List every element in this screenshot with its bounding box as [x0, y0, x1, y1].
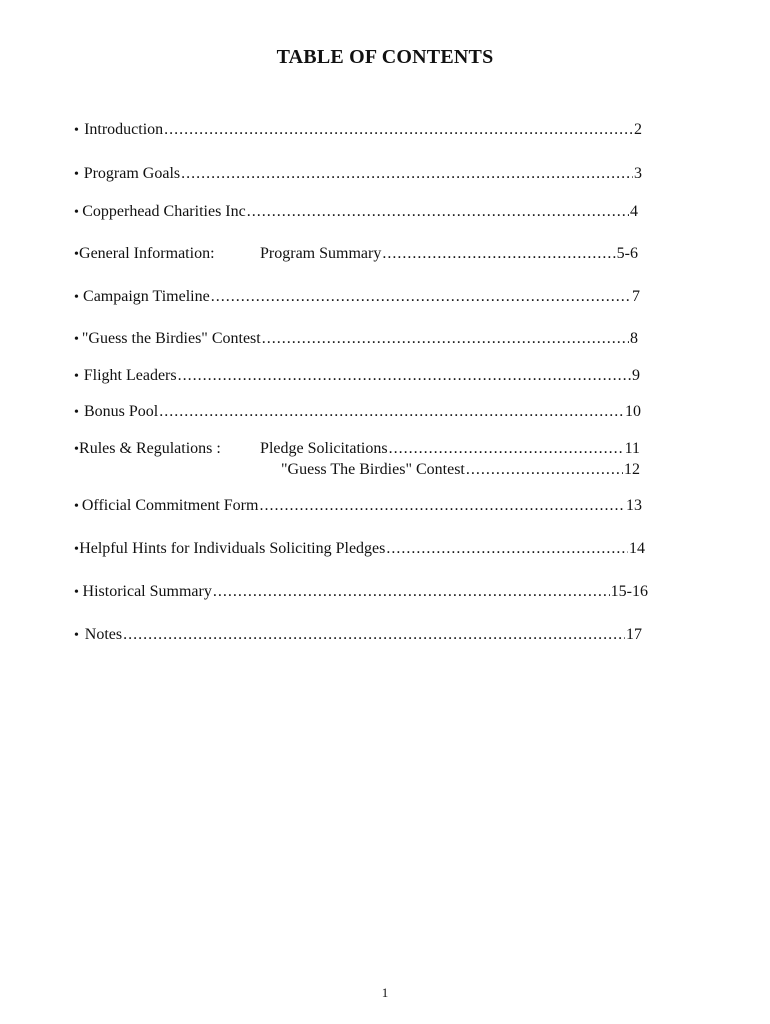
bullet-icon: • [74, 628, 79, 643]
toc-subentry-guess-the-birdies-rules [281, 461, 640, 485]
footer-page-number: 1 [381, 985, 389, 1000]
toc-entry-notes [74, 626, 642, 650]
bullet-icon: • [74, 499, 79, 514]
toc-page-number: 2 [634, 121, 642, 138]
toc-page-number: 10 [625, 403, 641, 420]
dot-leader [386, 540, 628, 558]
toc-label: Flight Leaders [83, 367, 177, 384]
toc-entry-program-goals [74, 165, 642, 189]
page-title: TABLE OF CONTENTS [276, 46, 494, 68]
toc-entry-helpful-hints [74, 540, 645, 564]
dot-leader [159, 403, 624, 421]
dot-leader [181, 165, 633, 183]
dot-leader [211, 288, 631, 306]
toc-label: Introduction [84, 121, 164, 138]
toc-sub-label: Program Summary [260, 245, 382, 262]
dot-leader [213, 583, 610, 601]
toc-page-number: 4 [630, 203, 638, 220]
toc-page-number: 14 [629, 540, 645, 557]
dot-leader [164, 121, 633, 139]
toc-page-number: 13 [626, 497, 642, 514]
dot-leader [247, 203, 629, 221]
toc-page-number: 15-16 [610, 583, 648, 600]
toc-page-number: 11 [624, 440, 640, 457]
toc-page-number: 8 [630, 330, 638, 347]
toc-entry-copperhead-charities [74, 203, 638, 227]
toc-label: Notes [84, 626, 123, 643]
bullet-icon: • [74, 405, 79, 420]
toc-entry-guess-the-birdies [74, 330, 638, 354]
bullet-icon: • [74, 442, 79, 457]
toc-sub-label: "Guess The Birdies" Contest [281, 461, 465, 478]
toc-label: General Information: [79, 245, 215, 262]
bullet-icon: • [74, 123, 79, 138]
toc-entry-campaign-timeline [74, 288, 640, 312]
toc-page-number: 9 [632, 367, 640, 384]
toc-label: Campaign Timeline [83, 288, 210, 305]
dot-leader [262, 330, 629, 348]
bullet-icon: • [74, 247, 79, 262]
bullet-icon: • [74, 167, 79, 182]
toc-entry-historical-summary [74, 583, 648, 607]
toc-page-number: 5-6 [616, 245, 638, 262]
toc-label: Official Commitment Form [81, 497, 259, 514]
toc-label: Copperhead Charities Inc [82, 203, 246, 220]
toc-label: Program Goals [83, 165, 181, 182]
toc-label: Rules & Regulations : [79, 440, 221, 457]
dot-leader [466, 461, 623, 479]
bullet-icon: • [74, 205, 79, 220]
toc-label: Historical Summary [82, 583, 212, 600]
toc-label: Bonus Pool [83, 403, 159, 420]
toc-entry-general-information [74, 245, 638, 269]
bullet-icon: • [74, 369, 79, 384]
toc-sub-label: Pledge Solicitations [260, 440, 388, 457]
toc-page-number: 3 [634, 165, 642, 182]
toc-entry-flight-leaders [74, 367, 640, 391]
toc-page-number: 12 [624, 461, 640, 478]
toc-page-number: 7 [632, 288, 640, 305]
dot-leader [123, 626, 625, 644]
dot-leader [259, 497, 625, 515]
bullet-icon: • [74, 585, 79, 600]
toc-page-number: 17 [626, 626, 642, 643]
toc-label: Helpful Hints for Individuals Soliciting Pledges [79, 540, 386, 557]
toc-entry-official-commitment-form [74, 497, 642, 521]
toc-entry-introduction [74, 121, 642, 145]
dot-leader [389, 440, 624, 458]
bullet-icon: • [74, 542, 79, 557]
dot-leader [382, 245, 615, 263]
dot-leader [178, 367, 631, 385]
bullet-icon: • [74, 332, 79, 347]
bullet-icon: • [74, 290, 79, 305]
toc-label: "Guess the Birdies" Contest [81, 330, 261, 347]
toc-entry-bonus-pool [74, 403, 641, 427]
